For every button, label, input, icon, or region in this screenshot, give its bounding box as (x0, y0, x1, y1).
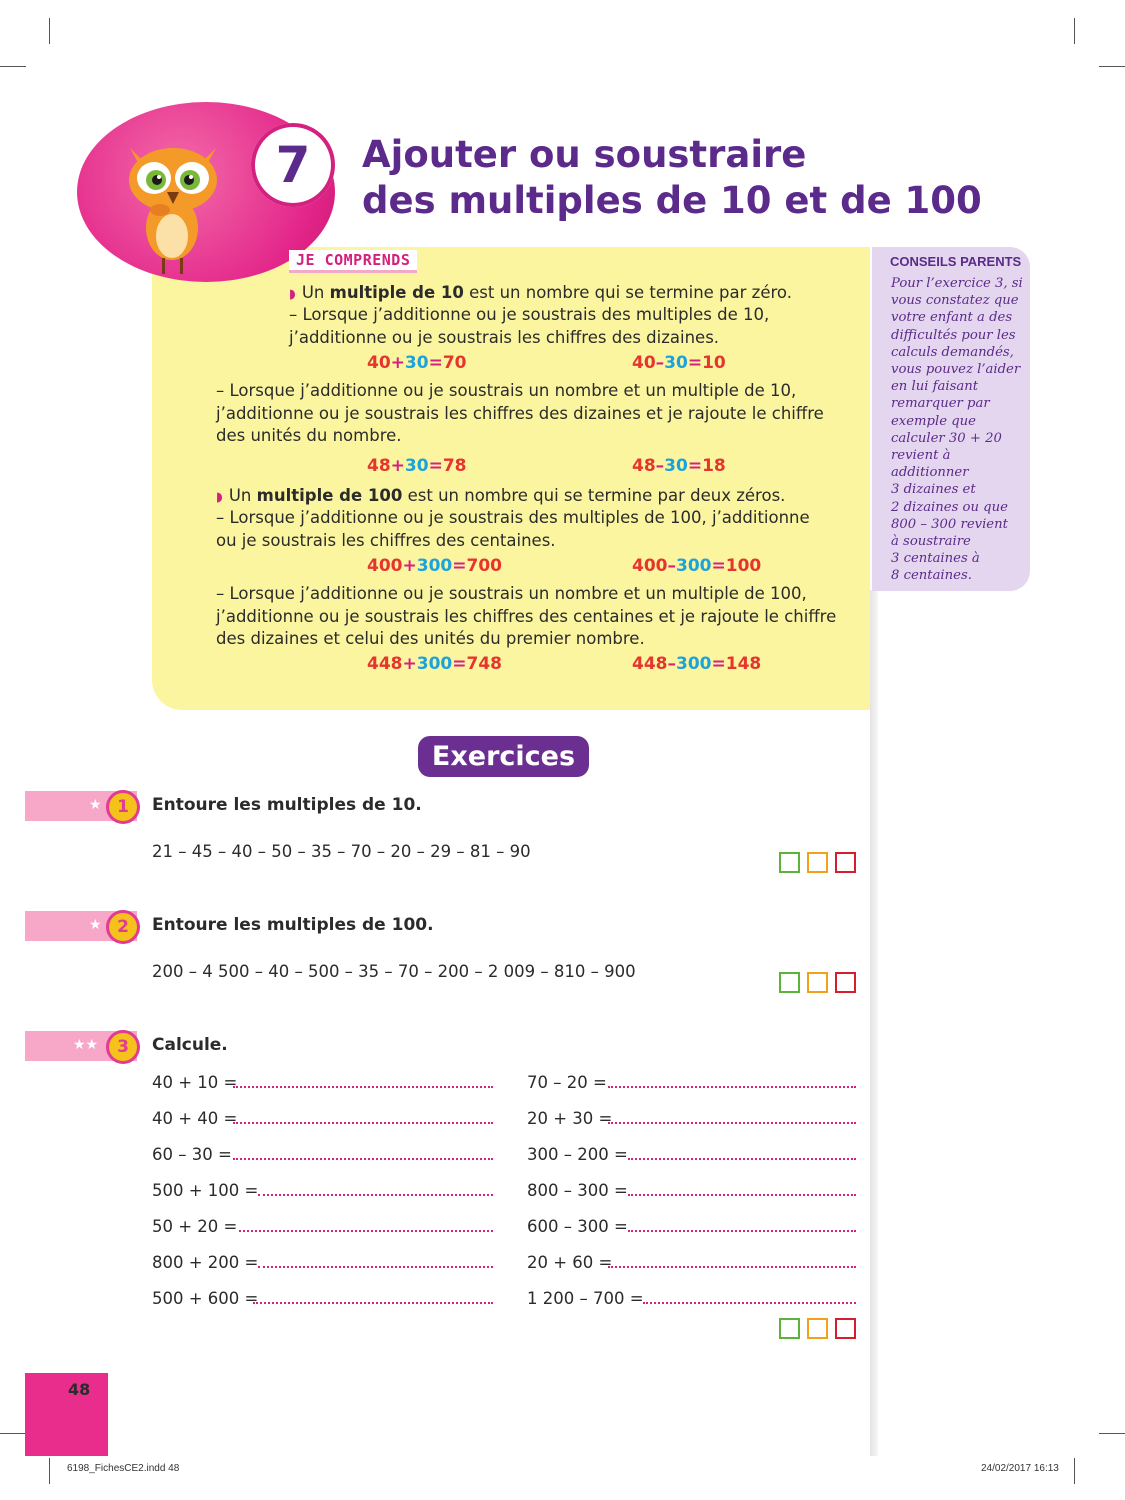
crop-mark (1099, 66, 1125, 67)
calc-expression: 60 – 30 = (152, 1145, 232, 1164)
checkbox-red[interactable] (835, 852, 856, 873)
print-slug-file: 6198_FichesCE2.indd 48 (67, 1463, 180, 1474)
self-assessment-boxes (779, 852, 856, 873)
lesson-paragraph-3: – Lorsque j’additionne ou je soustrais un nombre et un multiple de 10, j’additionne ou je soustrais les chiffres des dizaines et je rajoute le chiffre des unités du nombre. (216, 381, 824, 445)
checkbox-green[interactable] (779, 852, 800, 873)
calc-expression: 1 200 – 700 = (527, 1289, 644, 1308)
conseils-text: Pour l’exercice 3, si vous constatez que votre enfant a des difficultés pour les calculs demandés, vous pouvez l’aider en lui faisant remarquer par exemple que calculer 30 + 20 revient à additionner 3 dizaines et 2 dizaines ou que 800 – 300 revient à soustraire 3 centaines à 8 centaines. (891, 276, 1023, 584)
crop-mark (1074, 1458, 1075, 1484)
calc-expression: 500 + 100 = (152, 1181, 259, 1200)
star-icon: ★ (89, 797, 102, 813)
answer-line[interactable] (233, 1122, 493, 1124)
answer-line[interactable] (643, 1302, 856, 1304)
calc-expression: 50 + 20 = (152, 1217, 238, 1236)
star-icon: ★ (89, 917, 102, 933)
calc-expression: 20 + 30 = (527, 1109, 613, 1128)
exercise-instruction: Entoure les multiples de 10. (152, 795, 422, 815)
page-title-line1: Ajouter ou soustraire (362, 133, 807, 176)
calc-expression: 40 + 40 = (152, 1109, 238, 1128)
je-comprends-tag: JE COMPRENDS (289, 250, 417, 273)
calc-expression: 300 – 200 = (527, 1145, 628, 1164)
answer-line[interactable] (258, 1266, 493, 1268)
lesson-paragraph-4: ◗ Un multiple de 100 est un nombre qui se termine par deux zéros. (216, 486, 786, 505)
crop-mark (0, 1433, 26, 1434)
answer-line[interactable] (608, 1266, 856, 1268)
checkbox-orange[interactable] (807, 1318, 828, 1339)
crop-mark (49, 18, 50, 44)
checkbox-orange[interactable] (807, 852, 828, 873)
example-equation: 448–300=148 (632, 654, 762, 674)
example-equation: 448+300=748 (367, 654, 502, 674)
lesson-paragraph-1: ◗ Un multiple de 10 est un nombre qui se termine par zéro. (289, 283, 792, 302)
answer-line[interactable] (239, 1230, 493, 1232)
example-equation: 400–300=100 (632, 556, 762, 576)
self-assessment-boxes (779, 972, 856, 993)
crop-mark (1074, 18, 1075, 44)
exercise-instruction: Calcule. (152, 1035, 228, 1055)
answer-line[interactable] (608, 1086, 856, 1088)
exercise-number-badge: 3 (106, 1030, 140, 1064)
number-list: 200 – 4 500 – 40 – 500 – 35 – 70 – 200 – 2 009 – 810 – 900 (152, 962, 636, 981)
calc-expression: 40 + 10 = (152, 1073, 238, 1092)
calc-expression: 600 – 300 = (527, 1217, 628, 1236)
crop-mark (49, 1458, 50, 1484)
example-equation: 48–30=18 (632, 456, 726, 476)
answer-line[interactable] (258, 1194, 493, 1196)
answer-line[interactable] (233, 1158, 493, 1160)
answer-line[interactable] (233, 1086, 493, 1088)
checkbox-green[interactable] (779, 972, 800, 993)
bullet-icon: ◗ (216, 490, 223, 505)
calc-expression: 800 – 300 = (527, 1181, 628, 1200)
lesson-paragraph-6: – Lorsque j’additionne ou je soustrais un nombre et un multiple de 100, j’additionne ou je soustrais les chiffres des centaines et je rajoute le chiffre des dizaines et celui des unités du premier nombre. (216, 584, 837, 648)
print-slug-date: 24/02/2017 16:13 (981, 1463, 1059, 1474)
example-equation: 400+300=700 (367, 556, 502, 576)
exercise-instruction: Entoure les multiples de 100. (152, 915, 434, 935)
bullet-icon: ◗ (289, 287, 296, 302)
answer-line[interactable] (253, 1302, 493, 1304)
answer-line[interactable] (628, 1194, 856, 1196)
lesson-paragraph-5: – Lorsque j’additionne ou je soustrais des multiples de 100, j’additionne ou je soustrais les chiffres des centaines. (216, 508, 810, 550)
exercise-number-badge: 1 (106, 790, 140, 824)
exercise-number-badge: 2 (106, 910, 140, 944)
calc-expression: 70 – 20 = (527, 1073, 607, 1092)
example-equation: 40+30=70 (367, 353, 467, 373)
example-equation: 48+30=78 (367, 456, 467, 476)
exercices-heading: Exercices (418, 736, 589, 777)
self-assessment-boxes (779, 1318, 856, 1339)
example-equation: 40–30=10 (632, 353, 726, 373)
answer-line[interactable] (628, 1230, 856, 1232)
checkbox-green[interactable] (779, 1318, 800, 1339)
answer-line[interactable] (628, 1158, 856, 1160)
page-number-box (25, 1373, 108, 1456)
number-list: 21 – 45 – 40 – 50 – 35 – 70 – 20 – 29 – 81 – 90 (152, 842, 531, 861)
calc-expression: 20 + 60 = (527, 1253, 613, 1272)
conseils-title: CONSEILS PARENTS (890, 254, 1022, 269)
checkbox-red[interactable] (835, 1318, 856, 1339)
lesson-paragraph-2: – Lorsque j’additionne ou je soustrais des multiples de 10, j’additionne ou je soustrais les chiffres des dizaines. (289, 305, 770, 347)
crop-mark (1099, 1433, 1125, 1434)
owl-mascot-icon (120, 140, 230, 280)
star-icon: ★★ (73, 1037, 99, 1053)
crop-mark (0, 66, 26, 67)
margin-separator (870, 590, 878, 1456)
calc-expression: 800 + 200 = (152, 1253, 259, 1272)
page-title-line2: des multiples de 10 et de 100 (362, 179, 982, 222)
calc-expression: 500 + 600 = (152, 1289, 259, 1308)
checkbox-red[interactable] (835, 972, 856, 993)
page-title (362, 132, 982, 224)
answer-line[interactable] (608, 1122, 856, 1124)
page-number: 48 (68, 1380, 91, 1399)
checkbox-orange[interactable] (807, 972, 828, 993)
lesson-number-badge: 7 (251, 123, 335, 207)
